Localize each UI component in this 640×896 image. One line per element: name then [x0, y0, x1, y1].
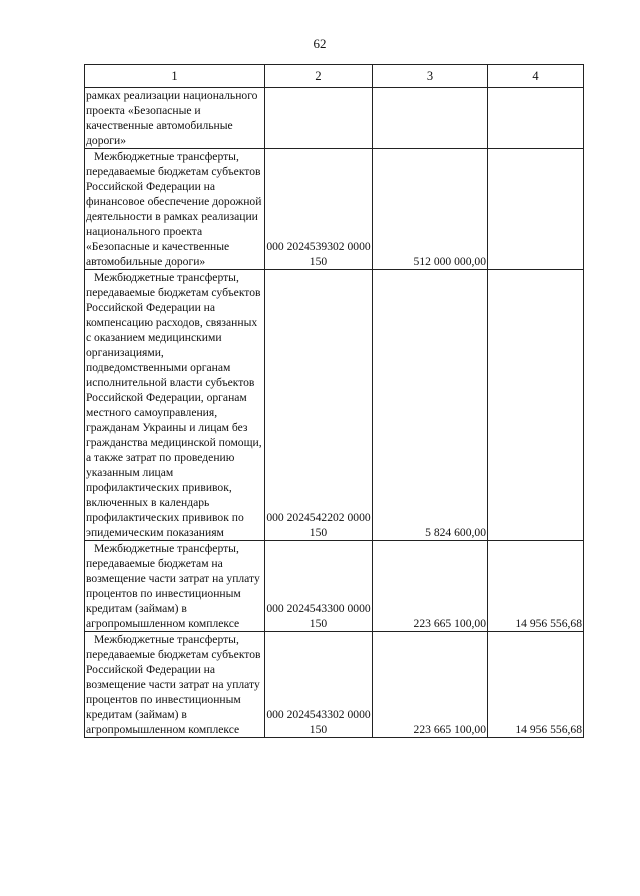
row-name: Межбюджетные трансферты, передаваемые бюджетам субъектов Российской Федерации на компенсацию расходов, связанных с оказанием медицинскими организациями, подведомственными органам исполнительной власти субъектов Российской Федерации, органам местного самоуправления, гражданам Украины и лицам без гражданства медицинской помощи, а также затрат по проведению указанным лицам профилактических прививок, включенных в календарь профилактических прививок по эпидемическим показаниям: [86, 271, 262, 539]
budget-table: [84, 64, 584, 738]
table-row: [85, 632, 584, 738]
row-name-cell: [85, 632, 265, 738]
row-amount: 223 665 100,00: [373, 541, 488, 632]
page-number: 62: [313, 36, 327, 51]
row-name: Межбюджетные трансферты, передаваемые бюджетам субъектов Российской Федерации на финансовое обеспечение дорожной деятельности в рамках реализации национального проекта «Безопасные и качественные автомобильные дороги»: [86, 150, 262, 268]
table-row: [85, 270, 584, 541]
column-header-1: 1: [85, 65, 265, 88]
row-amount: [373, 88, 488, 149]
row-code: 000 2024543302 0000 150: [265, 632, 373, 738]
table-row: [85, 88, 584, 149]
row-name-cell: [85, 541, 265, 632]
column-header-3: 3: [373, 65, 488, 88]
column-header-2: 2: [265, 65, 373, 88]
row-code: [265, 88, 373, 149]
row-amount-2: 14 956 556,68: [488, 541, 584, 632]
row-name: Межбюджетные трансферты, передаваемые бюджетам субъектов Российской Федерации на возмещение части затрат на уплату процентов по инвестиционным кредитам (займам) в агропромышленном комплексе: [86, 633, 261, 736]
row-amount-2: [488, 149, 584, 270]
header-row: [85, 65, 584, 88]
row-amount: 223 665 100,00: [373, 632, 488, 738]
row-amount: 5 824 600,00: [373, 270, 488, 541]
row-amount-2: [488, 270, 584, 541]
row-name: рамках реализации национального проекта «Безопасные и качественные автомобильные дороги»: [86, 89, 258, 147]
row-code: 000 2024539302 0000 150: [265, 149, 373, 270]
table-row: [85, 541, 584, 632]
row-name: Межбюджетные трансферты, передаваемые бюджетам на возмещение части затрат на уплату процентов по инвестиционным кредитам (займам) в агропромышленном комплексе: [86, 542, 260, 630]
row-name-cell: [85, 88, 265, 149]
row-amount-2: 14 956 556,68: [488, 632, 584, 738]
row-code: 000 2024543300 0000 150: [265, 541, 373, 632]
column-header-4: 4: [488, 65, 584, 88]
row-amount-2: [488, 88, 584, 149]
row-amount: 512 000 000,00: [373, 149, 488, 270]
table-row: [85, 149, 584, 270]
row-code: 000 2024542202 0000 150: [265, 270, 373, 541]
row-name-cell: [85, 270, 265, 541]
row-name-cell: [85, 149, 265, 270]
